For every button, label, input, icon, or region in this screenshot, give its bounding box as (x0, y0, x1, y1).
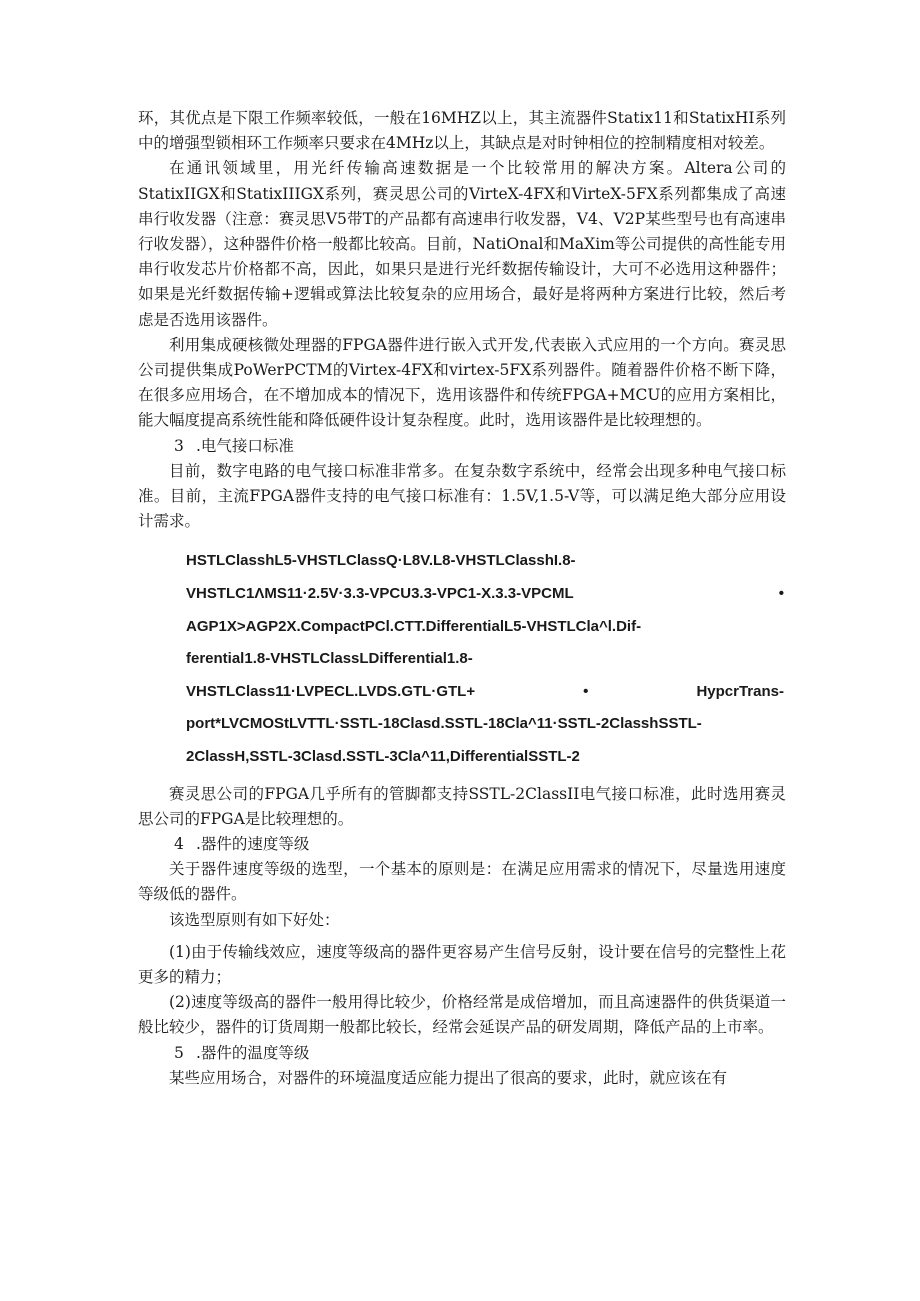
io-standards-text: VHSTLClass11·LVPECL.LVDS.GTL·GTL+ (186, 682, 476, 700)
section-number: 4 (174, 835, 184, 854)
section-heading-5 (138, 1041, 786, 1066)
paragraph-embedded-processor: 利用集成硬核微处理器的FPGA器件进行嵌入式开发,代表嵌入式应用的一个方向。赛灵思公司提供集成PoWerPCTM的Virtex-4FX和virtex-5FX系列器件。随着器件价格不断下降，在很多应用场合，在不增加成本的情况下，选用该器件和传统FPGA+MCU的应用方案相比，能大幅度提高系统性能和降低硬件设计复杂程度。此时，选用该器件是比较理想的。 (138, 335, 786, 430)
paragraph-electrical-interface: 目前，数字电路的电气接口标准非常多。在复杂数字系统中，经常会出现多种电气接口标准。目前，主流FPGA器件支持的电气接口标准有：1.5V,1.5-V等，可以满足绝大部分应用设计需求。 (138, 461, 786, 531)
io-standards-line (186, 676, 784, 709)
list-item-1: (1)由于传输线效应，速度等级高的器件更容易产生信号反射，设计要在信号的完整性上花更多的精力； (138, 942, 786, 987)
paragraph-speed-grade: 关于器件速度等级的选型，一个基本的原则是：在满足应用需求的情况下，尽量选用速度等级低的器件。 (138, 860, 786, 904)
section-title: .器件的温度等级 (196, 1043, 310, 1062)
paragraph-optical-transceiver: 在通讯领域里，用光纤传输高速数据是一个比较常用的解决方案。Altera公司的StatixIIGX和StatixIIIGX系列，赛灵思公司的VirteX-4FX和VirteX-5FX系列都集成了高速串行收发器（注意：赛灵思V5带T的产品都有高速串行收发器，V4、V2P某些型号也有高速串行收发器），这种器件价格一般都比较高。目前，NatiOnal和MaXim等公司提供的高性能专用串行收发芯片价格都不高，因此，如果只是进行光纤数据传输设计，大可不必选用这种器件；如果是光纤数据传输+逻辑或算法比较复杂的应用场合，最好是将两种方案进行比较，然后考虑是否选用该器件。 (138, 159, 786, 329)
section-heading-3 (138, 434, 786, 459)
paragraph-pll: 环，其优点是下限工作频率较低，一般在16MHZ以上，其主流器件Statix11和StatixHI系列中的增强型锁相环工作频率只要求在4MHz以上，其缺点是对时钟相位的控制精度相对较差。 (138, 109, 786, 153)
section-heading-4 (138, 832, 786, 857)
paragraph-sstl-support: 赛灵思公司的FPGA几乎所有的管脚都支持SSTL-2ClassII电气接口标准，此时选用赛灵思公司的FPGA是比较理想的。 (138, 784, 786, 828)
io-standards-text: HypcrTrans- (696, 682, 784, 700)
io-standards-line: AGP1X>AGP2X.CompactPCl.CTT.DifferentialL5-VHSTLCla^l.Dif- (186, 617, 642, 635)
io-standards-text: VHSTLC1ΛMS11·2.5V·3.3-VPCU3.3-VPC1-X.3.3-VPCML (186, 585, 574, 603)
section-title: .器件的速度等级 (196, 835, 310, 854)
document-page (138, 106, 786, 1091)
io-standards-line: ferential1.8-VHSTLClassLDifferential1.8- (186, 650, 473, 668)
io-standards-line: 2ClassH,SSTL-3Clasd.SSTL-3Cla^11,DifferentialSSTL-2 (186, 748, 580, 766)
section-number: 3 (174, 436, 184, 455)
io-standards-line: HSTLClasshL5-VHSTLClassQ·L8V.L8-VHSTLClasshI.8- (186, 552, 576, 570)
section-number: 5 (174, 1043, 184, 1062)
bullet-mark: • (778, 585, 784, 603)
io-standards-line (186, 578, 784, 611)
list-item-2: (2)速度等级高的器件一般用得比较少，价格经常是成倍增加，而且高速器件的供货渠道一般比较少，器件的订货周期一般都比较长，经常会延误产品的研发周期，降低产品的上市率。 (138, 993, 786, 1037)
section-title: .电气接口标准 (196, 436, 294, 455)
bullet-mark: • (583, 682, 589, 700)
paragraph-benefits-intro: 该选型原则有如下好处： (169, 910, 340, 929)
io-standards-list (186, 545, 784, 773)
paragraph-temperature-grade: 某些应用场合，对器件的环境温度适应能力提出了很高的要求，此时，就应该在有 (169, 1068, 728, 1087)
io-standards-line: port*LVCMOStLVTTL·SSTL-18Clasd.SSTL-18Cla^11·SSTL-2ClasshSSTL- (186, 715, 702, 733)
